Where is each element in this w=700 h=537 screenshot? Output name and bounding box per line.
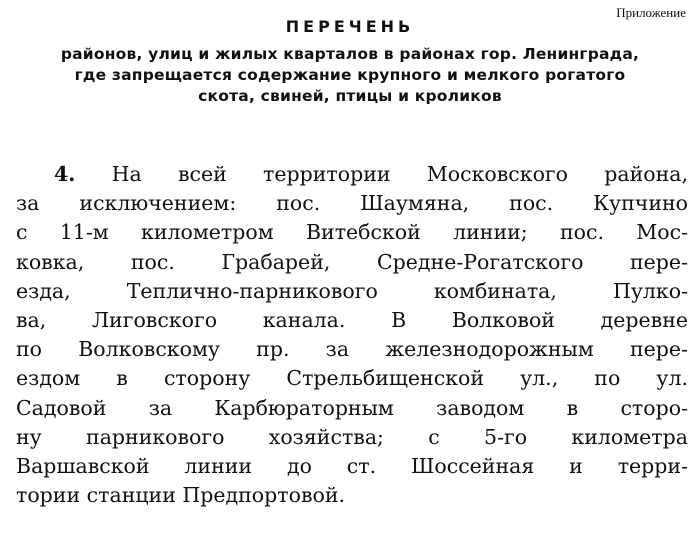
paragraph-line: ва, Лиговского канала. В Волковой деревне <box>16 307 688 332</box>
item-paragraph <box>16 160 688 510</box>
paragraph-line-last: тории станции Предпортовой. <box>16 483 346 508</box>
document-header <box>0 16 700 107</box>
paragraph-line-text: На всей территории Московского района, <box>111 162 688 186</box>
paragraph-line: по Волковскому пр. за железнодорожным пере- <box>16 337 688 362</box>
document-subtitle-line: скота, свиней, птицы и кроликов <box>198 87 502 105</box>
paragraph-line: езда, Теплично-парникового комбината, Пулко- <box>16 278 688 303</box>
paragraph-line: ездом в сторону Стрельбищенской ул., по ул. <box>16 366 688 391</box>
document-subtitle-line: где запрещается содержание крупного и мелкого рогатого <box>74 66 626 84</box>
paragraph-line: Садовой за Карбюраторным заводом в сторо- <box>16 395 688 420</box>
appendix-label: Приложение <box>616 5 686 20</box>
paragraph-line-first <box>16 160 688 189</box>
paragraph-line: за исключением: пос. Шаумяна, пос. Купчино <box>16 191 688 216</box>
paragraph-line: с 11-м километром Витебской линии; пос. Мос- <box>16 220 688 245</box>
document-subtitle-line: районов, улиц и жилых кварталов в районах гор. Ленинграда, <box>60 45 640 63</box>
item-number: 4. <box>54 162 76 186</box>
paragraph-line: ковка, пос. Грабарей, Средне-Рогатского пере- <box>16 249 688 274</box>
paragraph-line: Варшавской линии до ст. Шоссейная и терри- <box>16 453 688 478</box>
document-title: ПЕРЕЧЕНЬ <box>285 17 415 36</box>
paragraph-line: ну парникового хозяйства; с 5-го километра <box>16 424 688 449</box>
